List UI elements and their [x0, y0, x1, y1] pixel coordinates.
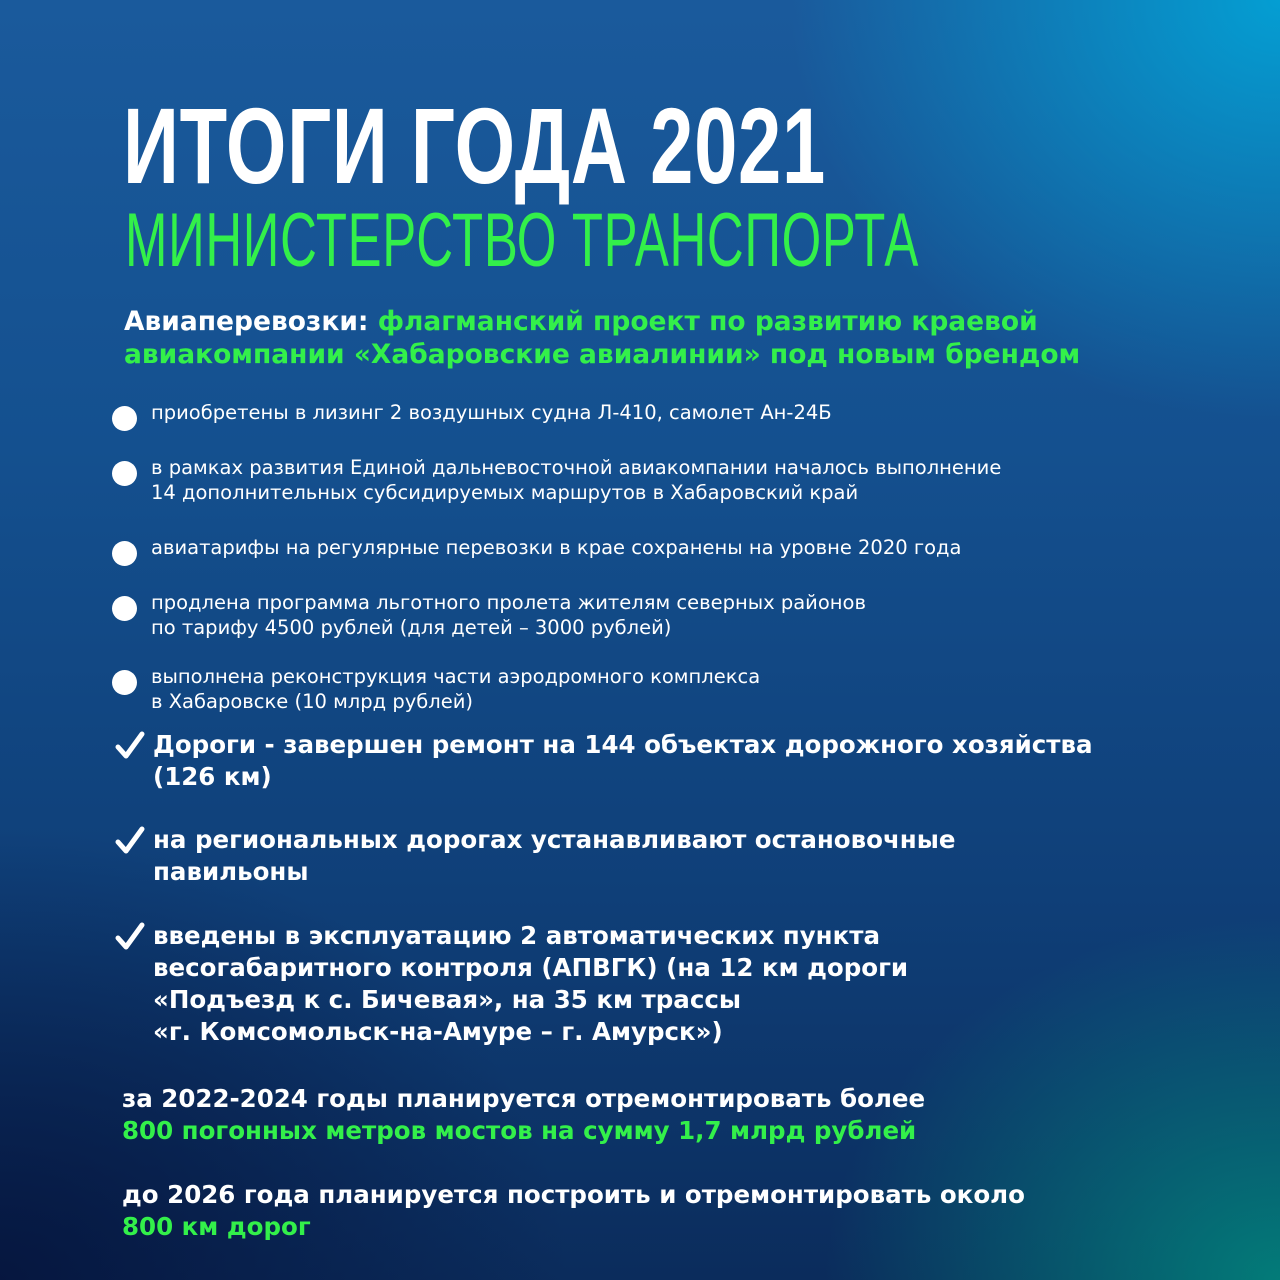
plan-item-line1: за 2022-2024 годы планируется отремонтировать более: [122, 1084, 926, 1113]
aviation-label: Авиаперевозки:: [124, 306, 378, 337]
plan-item-line2: 800 погонных метров мостов на сумму 1,7 млрд рублей: [122, 1116, 917, 1145]
list-item: [112, 590, 1172, 640]
page-title: ИТОГИ ГОДА 2021: [123, 85, 826, 206]
aviation-intro: [124, 305, 1184, 371]
aviation-headline-line2: авиакомпании «Хабаровские авиалинии» под новым брендом: [124, 339, 1081, 370]
roads-item: [115, 920, 1233, 1048]
list-item-text: приобретены в лизинг 2 воздушных судна Л-410, самолет Ан-24Б: [151, 401, 832, 424]
aviation-list: [112, 400, 1172, 714]
list-item: [112, 664, 1172, 714]
list-item-text: продлена программа льготного пролета жителям северных районов по тарифу 4500 рублей (для детей – 3000 рублей): [151, 591, 866, 639]
roads-item-text: Дороги - завершен ремонт на 144 объектах дорожного хозяйства (126 км): [153, 730, 1093, 791]
list-item: [112, 455, 1172, 505]
roads-item: [115, 729, 1233, 793]
list-item: [112, 400, 1172, 425]
plan-item-line1: до 2026 года планируется построить и отремонтировать около: [122, 1180, 1025, 1209]
plan-item-line2: 800 км дорог: [122, 1212, 311, 1241]
checkmark-icon: [115, 826, 145, 856]
page-subtitle: МИНИСТЕРСТВО ТРАНСПОРТА: [125, 198, 919, 283]
checkmark-icon: [115, 731, 145, 761]
bullet-dot-icon: [112, 406, 137, 431]
plan-item: [122, 1083, 1202, 1147]
roads-item-text: на региональных дорогах устанавливают остановочные павильоны: [153, 825, 956, 886]
bullet-dot-icon: [112, 541, 137, 566]
roads-item-text: введены в эксплуатацию 2 автоматических пункта весогабаритного контроля (АПВГК) (на 12 км дороги «Подъезд к с. Бичевая», на 35 км трассы «г. Комсомольск-на-Амуре – г. Амурск»): [153, 921, 909, 1046]
bullet-dot-icon: [112, 596, 137, 621]
list-item-text: в рамках развития Единой дальневосточной авиакомпании началось выполнение 14 дополнительных субсидируемых маршрутов в Хабаровский край: [151, 456, 1002, 504]
bullet-dot-icon: [112, 461, 137, 486]
list-item: [112, 535, 1172, 560]
plan-item: [122, 1179, 1202, 1243]
checkmark-icon: [115, 922, 145, 952]
list-item-text: авиатарифы на регулярные перевозки в крае сохранены на уровне 2020 года: [151, 536, 962, 559]
aviation-headline-line1: флагманский проект по развитию краевой: [377, 306, 1038, 337]
list-item-text: выполнена реконструкция части аэродромного комплекса в Хабаровске (10 млрд рублей): [151, 665, 761, 713]
bullet-dot-icon: [112, 670, 137, 695]
roads-item: [115, 824, 1233, 888]
